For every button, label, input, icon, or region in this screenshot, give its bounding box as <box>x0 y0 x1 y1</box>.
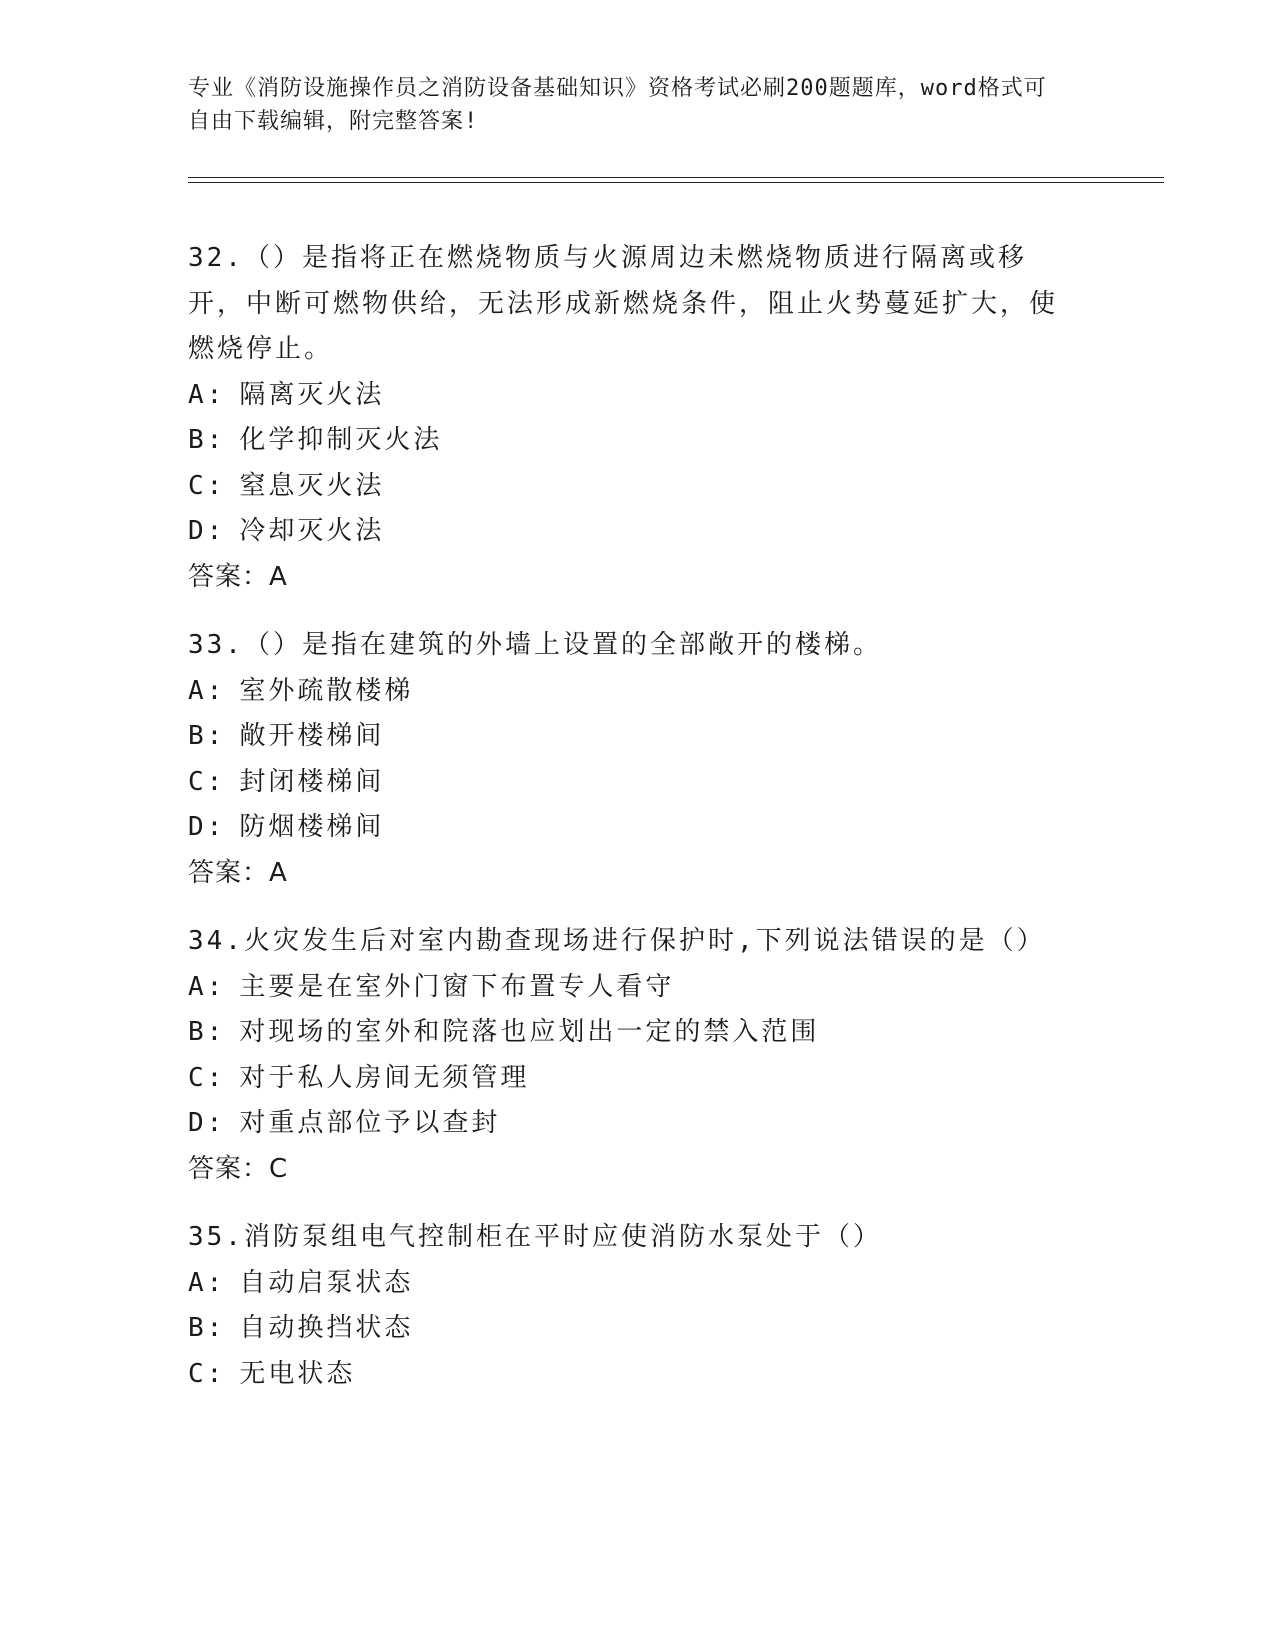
answer-label: 答案： <box>188 857 270 888</box>
option-letter: D: <box>188 812 226 842</box>
option-c <box>188 1056 1088 1102</box>
option-letter: D: <box>188 1108 226 1138</box>
option-text: 防烟楼梯间 <box>239 812 385 842</box>
answer-value: A <box>269 561 288 592</box>
option-text: 主要是在室外门窗下布置专人看守 <box>239 971 675 1002</box>
option-a <box>188 373 1088 419</box>
option-letter: A: <box>188 971 226 1002</box>
option-a <box>188 1261 1088 1307</box>
question-35 <box>188 1215 1088 1397</box>
answer-value: C <box>269 1153 289 1184</box>
option-b <box>188 1306 1088 1352</box>
header-divider-top <box>188 177 1164 178</box>
option-c <box>188 1352 1088 1398</box>
option-text: 隔离灭火法 <box>239 379 385 410</box>
option-letter: B: <box>188 1313 226 1343</box>
question-33 <box>188 623 1088 896</box>
option-text: 对于私人房间无须管理 <box>239 1062 530 1093</box>
option-text: 冷却灭火法 <box>239 516 385 546</box>
option-text: 封闭楼梯间 <box>239 766 385 797</box>
question-34 <box>188 919 1088 1192</box>
option-text: 对重点部位予以查封 <box>239 1108 501 1138</box>
option-letter: C: <box>188 470 226 501</box>
option-d <box>188 1101 1088 1147</box>
option-c <box>188 464 1088 510</box>
question-stem: 33.（）是指在建筑的外墙上设置的全部敞开的楼梯。 <box>188 630 882 660</box>
option-letter: B: <box>188 1017 226 1047</box>
option-letter: C: <box>188 1062 226 1093</box>
option-letter: B: <box>188 425 226 455</box>
option-letter: B: <box>188 721 226 751</box>
option-letter: A: <box>188 675 226 706</box>
option-letter: A: <box>188 379 226 410</box>
document-header: 专业《消防设施操作员之消防设备基础知识》资格考试必刷200题题库，word格式可自由下载编辑，附完整答案! <box>188 76 1047 134</box>
option-text: 化学抑制灭火法 <box>239 425 443 455</box>
option-letter: A: <box>188 1267 226 1298</box>
option-b <box>188 418 1088 464</box>
option-text: 自动换挡状态 <box>239 1313 414 1343</box>
question-list <box>188 236 1088 1420</box>
option-d <box>188 509 1088 555</box>
answer-line <box>188 1147 1088 1193</box>
option-b <box>188 714 1088 760</box>
option-text: 敞开楼梯间 <box>239 721 385 751</box>
answer-value: A <box>269 857 288 888</box>
answer-label: 答案： <box>188 561 270 592</box>
question-32 <box>188 236 1088 600</box>
answer-label: 答案： <box>188 1153 270 1184</box>
question-stem: 34.火灾发生后对室内勘查现场进行保护时,下列说法错误的是（） <box>188 926 1046 956</box>
option-text: 无电状态 <box>239 1358 356 1389</box>
option-c <box>188 760 1088 806</box>
option-letter: D: <box>188 516 226 546</box>
header-divider-bottom <box>188 182 1164 183</box>
option-text: 窒息灭火法 <box>239 470 385 501</box>
answer-line <box>188 851 1088 897</box>
option-a <box>188 669 1088 715</box>
answer-line <box>188 555 1088 601</box>
option-letter: C: <box>188 1358 226 1389</box>
option-text: 自动启泵状态 <box>239 1267 414 1298</box>
question-stem: 35.消防泵组电气控制柜在平时应使消防水泵处于（） <box>188 1222 882 1252</box>
question-stem: 32.（）是指将正在燃烧物质与火源周边未燃烧物质进行隔离或移开，中断可燃物供给，无法形成新燃烧条件，阻止火势蔓延扩大，使燃烧停止。 <box>188 243 1059 364</box>
option-d <box>188 805 1088 851</box>
option-letter: C: <box>188 766 226 797</box>
option-text: 室外疏散楼梯 <box>239 675 414 706</box>
option-text: 对现场的室外和院落也应划出一定的禁入范围 <box>239 1017 820 1047</box>
option-a <box>188 965 1088 1011</box>
option-b <box>188 1010 1088 1056</box>
